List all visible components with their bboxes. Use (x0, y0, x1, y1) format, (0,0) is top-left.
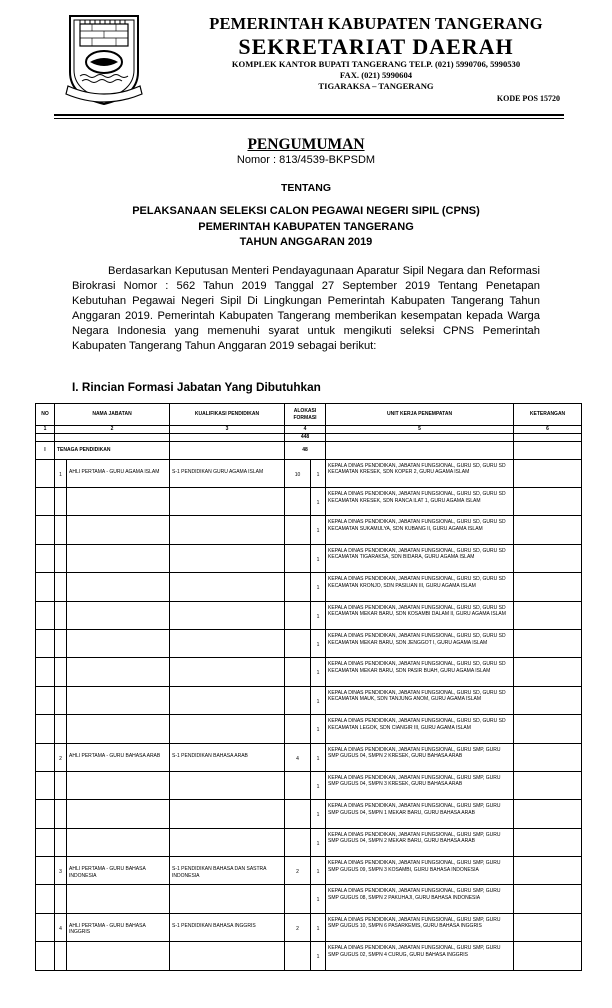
cell-alokasi: 1 (311, 516, 326, 544)
cell-nama-jabatan (67, 658, 170, 686)
cell-jumlah (285, 516, 311, 544)
table-row (36, 487, 582, 515)
cell-keterangan (514, 743, 582, 771)
cell-empty (36, 715, 55, 743)
cell-row-number (55, 942, 67, 970)
cell-keterangan (514, 913, 582, 941)
announcement-number: Nomor : 813/4539-BKPSDM (236, 154, 376, 166)
cell-alokasi: 1 (311, 686, 326, 714)
cell-keterangan (514, 601, 582, 629)
cell-unit-kerja: KEPALA DINAS PENDIDIKAN, JABATAN FUNGSIONAL, GURU SD, GURU SD KECAMATAN MEKAR BARU, SDN JENGGOT I, GURU AGAMA ISLAM (326, 629, 514, 657)
cell-empty (36, 658, 55, 686)
cell-kualifikasi (170, 771, 285, 799)
header-keterangan: KETERANGAN (514, 404, 582, 426)
cell-keterangan (514, 487, 582, 515)
cell-nama-jabatan (67, 885, 170, 913)
subject-line-1: PELAKSANAAN SELEKSI CALON PEGAWAI NEGERI SIPIL (CPNS) (132, 205, 480, 217)
cell-alokasi: 1 (311, 942, 326, 970)
category-name: TENAGA PENDIDIKAN (55, 441, 170, 459)
cell-unit-kerja: KEPALA DINAS PENDIDIKAN, JABATAN FUNGSIONAL, GURU SD, GURU SD KECAMATAN TIGARAKSA, SDN BIDARA, GURU AGAMA ISLAM (326, 544, 514, 572)
table-row (36, 658, 582, 686)
cell-empty (36, 771, 55, 799)
cell-row-number (55, 885, 67, 913)
cell-kualifikasi (170, 715, 285, 743)
cell-row-number (55, 828, 67, 856)
cell-nama-jabatan (67, 629, 170, 657)
cell-kualifikasi (170, 629, 285, 657)
cell-unit-kerja: KEPALA DINAS PENDIDIKAN, JABATAN FUNGSIONAL, GURU SMP, GURU SMP GUGUS 04, SMPN 2 MEKAR BARU, GURU BAHASA ARAB (326, 828, 514, 856)
index-cell: 6 (514, 426, 582, 434)
letterhead-postal-code: KODE POS 15720 (496, 94, 560, 103)
cell-kualifikasi: S-1 PENDIDIKAN BAHASA INGGRIS (170, 913, 285, 941)
cell-nama-jabatan (67, 487, 170, 515)
cell-jumlah (285, 601, 311, 629)
cell-keterangan (514, 629, 582, 657)
header-unit-kerja: UNIT KERJA PENEMPATAN (326, 404, 514, 426)
cell-empty (36, 459, 55, 487)
cell-nama-jabatan: AHLI PERTAMA - GURU AGAMA ISLAM (67, 459, 170, 487)
table-row (36, 629, 582, 657)
cell-jumlah (285, 629, 311, 657)
cell-unit-kerja: KEPALA DINAS PENDIDIKAN, JABATAN FUNGSIONAL, GURU SD, GURU SD KECAMATAN KRESEK, SDN KOPER 2, GURU AGAMA ISLAM (326, 459, 514, 487)
cell-alokasi: 1 (311, 658, 326, 686)
letterhead-fax: FAX. (021) 5990604 (339, 70, 413, 80)
cell-unit-kerja: KEPALA DINAS PENDIDIKAN, JABATAN FUNGSIONAL, GURU SMP, GURU SMP GUGUS 08, SMPN 2 PAKUHAJI, GURU BAHASA INDONESIA (326, 885, 514, 913)
category-count: 48 (285, 441, 326, 459)
letterhead-city: TIGARAKSA – TANGERANG (318, 81, 434, 91)
cell-keterangan (514, 459, 582, 487)
table-header-row (36, 404, 582, 426)
table-row (36, 544, 582, 572)
announcement-about: TENTANG (281, 182, 331, 194)
index-cell: 3 (170, 426, 285, 434)
letterhead-government: PEMERINTAH KABUPATEN TANGERANG (209, 14, 543, 33)
cell-keterangan (514, 516, 582, 544)
index-cell: 1 (36, 426, 55, 434)
cell-row-number (55, 487, 67, 515)
cell-kualifikasi (170, 487, 285, 515)
table-row (36, 516, 582, 544)
cell-jumlah (285, 800, 311, 828)
subject-line-2: PEMERINTAH KABUPATEN TANGERANG (198, 221, 414, 233)
cell-keterangan (514, 544, 582, 572)
tangerang-emblem-logo (62, 10, 146, 106)
cell-keterangan (514, 771, 582, 799)
cell-nama-jabatan (67, 771, 170, 799)
cell-nama-jabatan (67, 544, 170, 572)
table-row (36, 828, 582, 856)
cell-alokasi: 1 (311, 743, 326, 771)
cell-unit-kerja: KEPALA DINAS PENDIDIKAN, JABATAN FUNGSIONAL, GURU SD, GURU SD KECAMATAN MEKAR BARU, SDN KOSAMBI DALAM II, GURU AGAMA ISLAM (326, 601, 514, 629)
table-row (36, 885, 582, 913)
table-row (36, 715, 582, 743)
index-cell: 4 (285, 426, 326, 434)
cell-empty (36, 942, 55, 970)
cell-row-number (55, 771, 67, 799)
cell-empty (36, 487, 55, 515)
letterhead-thin-rule (54, 118, 564, 119)
cell-empty (36, 601, 55, 629)
cell-unit-kerja: KEPALA DINAS PENDIDIKAN, JABATAN FUNGSIONAL, GURU SMP, GURU SMP GUGUS 04, SMPN 3 KRESEK, GURU BAHASA ARAB (326, 771, 514, 799)
cell-nama-jabatan (67, 516, 170, 544)
cell-empty (36, 629, 55, 657)
cell-kualifikasi (170, 573, 285, 601)
cell-alokasi: 1 (311, 913, 326, 941)
cell-jumlah (285, 658, 311, 686)
cell-alokasi: 1 (311, 800, 326, 828)
announcement-title: PENGUMUMAN (247, 136, 365, 153)
cell-jumlah: 2 (285, 857, 311, 885)
cell-keterangan (514, 942, 582, 970)
cell-alokasi: 1 (311, 715, 326, 743)
cell-keterangan (514, 885, 582, 913)
cell-alokasi: 1 (311, 459, 326, 487)
cell-nama-jabatan (67, 601, 170, 629)
cell-nama-jabatan (67, 828, 170, 856)
cell-row-number (55, 573, 67, 601)
header-kualifikasi: KUALIFIKASI PENDIDIKAN (170, 404, 285, 426)
cell-jumlah (285, 686, 311, 714)
cell-alokasi: 1 (311, 828, 326, 856)
cell-kualifikasi: S-1 PENDIDIKAN GURU AGAMA ISLAM (170, 459, 285, 487)
cell-keterangan (514, 715, 582, 743)
table-row (36, 573, 582, 601)
intro-paragraph: Berdasarkan Keputusan Menteri Pendayagunaan Aparatur Sipil Negara dan Reformasi Birokrasi Nomor : 562 Tahun 2019 Tanggal 27 September 2019 Tentang Penetapan Kebutuhan Pegawai Negeri Sipil Di Lingkungan Pemerintah Kabupaten Tangerang Tahun Anggaran 2019. Pemerintah Kabupaten Tangerang memberikan kesempatan kepada Warga Negara Indonesia yang memenuhi syarat untuk mengikuti seleksi CPNS Pemerintah Kabupaten Tangerang Tahun Anggaran 2019 sebagai berikut: (72, 265, 540, 352)
section-title: I. Rincian Formasi Jabatan Yang Dibutuhkan (72, 380, 321, 394)
cell-nama-jabatan: AHLI PERTAMA - GURU BAHASA INGGRIS (67, 913, 170, 941)
cell-jumlah (285, 715, 311, 743)
category-number: I (36, 441, 55, 459)
cell-nama-jabatan: AHLI PERTAMA - GURU BAHASA INDONESIA (67, 857, 170, 885)
cell-unit-kerja: KEPALA DINAS PENDIDIKAN, JABATAN FUNGSIONAL, GURU SD, GURU SD KECAMATAN KRESEK, SDN RANCA ILAT 1, GURU AGAMA ISLAM (326, 487, 514, 515)
cell-unit-kerja: KEPALA DINAS PENDIDIKAN, JABATAN FUNGSIONAL, GURU SD, GURU SD KECAMATAN SUKAMULYA, SDN KUBANG II, GURU AGAMA ISLAM (326, 516, 514, 544)
cell-kualifikasi: S-1 PENDIDIKAN BAHASA DAN SASTRA INDONESIA (170, 857, 285, 885)
category-row (36, 441, 582, 459)
cell-keterangan (514, 857, 582, 885)
cell-jumlah (285, 885, 311, 913)
cell-empty (36, 828, 55, 856)
cell-empty (36, 913, 55, 941)
cell-row-number (55, 544, 67, 572)
table-row (36, 913, 582, 941)
cell-kualifikasi (170, 601, 285, 629)
cell-keterangan (514, 800, 582, 828)
cell-kualifikasi (170, 658, 285, 686)
table-row (36, 686, 582, 714)
cell-row-number: 2 (55, 743, 67, 771)
cell-nama-jabatan (67, 800, 170, 828)
cell-row-number (55, 629, 67, 657)
letterhead-address: KOMPLEK KANTOR BUPATI TANGERANG TELP. (021) 5990706, 5990530 (231, 59, 521, 69)
cell-row-number: 1 (55, 459, 67, 487)
table-row (36, 743, 582, 771)
cell-alokasi: 1 (311, 629, 326, 657)
cell-nama-jabatan: AHLI PERTAMA - GURU BAHASA ARAB (67, 743, 170, 771)
cell-nama-jabatan (67, 686, 170, 714)
cell-empty (36, 857, 55, 885)
letterhead-secretariat: SEKRETARIAT DAERAH (238, 34, 514, 59)
table-row (36, 771, 582, 799)
cell-alokasi: 1 (311, 857, 326, 885)
cell-empty (36, 516, 55, 544)
table-row (36, 942, 582, 970)
cell-empty (36, 544, 55, 572)
cell-unit-kerja: KEPALA DINAS PENDIDIKAN, JABATAN FUNGSIONAL, GURU SD, GURU SD KECAMATAN LEGOK, SDN CIANGIR III, GURU AGAMA ISLAM (326, 715, 514, 743)
cell-jumlah (285, 771, 311, 799)
header-nama-jabatan: NAMA JABATAN (55, 404, 170, 426)
table-row (36, 857, 582, 885)
table-total-row (36, 433, 582, 441)
cell-unit-kerja: KEPALA DINAS PENDIDIKAN, JABATAN FUNGSIONAL, GURU SMP, GURU SMP GUGUS 04, SMPN 1 MEKAR BARU, GURU BAHASA ARAB (326, 800, 514, 828)
cell-kualifikasi (170, 544, 285, 572)
cell-row-number: 4 (55, 913, 67, 941)
cell-empty (36, 800, 55, 828)
letterhead-thick-rule (54, 114, 564, 116)
cell-kualifikasi (170, 800, 285, 828)
cell-alokasi: 1 (311, 771, 326, 799)
cell-nama-jabatan (67, 942, 170, 970)
header-alokasi: ALOKASI FORMASI (285, 404, 326, 426)
total-formation: 448 (285, 433, 326, 441)
cell-row-number (55, 658, 67, 686)
formation-table (35, 403, 582, 971)
cell-row-number (55, 686, 67, 714)
cell-row-number (55, 516, 67, 544)
cell-alokasi: 1 (311, 487, 326, 515)
table-row (36, 459, 582, 487)
cell-keterangan (514, 686, 582, 714)
cell-keterangan (514, 828, 582, 856)
table-row (36, 800, 582, 828)
cell-jumlah (285, 828, 311, 856)
cell-jumlah (285, 544, 311, 572)
cell-alokasi: 1 (311, 544, 326, 572)
cell-row-number (55, 800, 67, 828)
cell-kualifikasi (170, 828, 285, 856)
cell-keterangan (514, 658, 582, 686)
cell-alokasi: 1 (311, 573, 326, 601)
cell-kualifikasi (170, 885, 285, 913)
cell-jumlah (285, 573, 311, 601)
cell-unit-kerja: KEPALA DINAS PENDIDIKAN, JABATAN FUNGSIONAL, GURU SD, GURU SD KECAMATAN KRONJO, SDN PASILIAN III, GURU AGAMA ISLAM (326, 573, 514, 601)
cell-alokasi: 1 (311, 601, 326, 629)
cell-row-number (55, 601, 67, 629)
header-no: NO (36, 404, 55, 426)
cell-nama-jabatan (67, 573, 170, 601)
cell-row-number: 3 (55, 857, 67, 885)
cell-kualifikasi: S-1 PENDIDIKAN BAHASA ARAB (170, 743, 285, 771)
cell-unit-kerja: KEPALA DINAS PENDIDIKAN, JABATAN FUNGSIONAL, GURU SD, GURU SD KECAMATAN MEKAR BARU, SDN PASIR BUAH, GURU AGAMA ISLAM (326, 658, 514, 686)
cell-empty (36, 885, 55, 913)
index-cell: 2 (55, 426, 170, 434)
cell-jumlah: 4 (285, 743, 311, 771)
cell-keterangan (514, 573, 582, 601)
cell-jumlah: 2 (285, 913, 311, 941)
table-row (36, 601, 582, 629)
cell-jumlah (285, 942, 311, 970)
cell-kualifikasi (170, 942, 285, 970)
cell-kualifikasi (170, 686, 285, 714)
cell-empty (36, 573, 55, 601)
index-cell: 5 (326, 426, 514, 434)
cell-jumlah (285, 487, 311, 515)
subject-line-3: TAHUN ANGGARAN 2019 (239, 236, 373, 248)
cell-unit-kerja: KEPALA DINAS PENDIDIKAN, JABATAN FUNGSIONAL, GURU SMP, GURU SMP GUGUS 09, SMPN 3 KOSAMBI, GURU BAHASA INDONESIA (326, 857, 514, 885)
cell-unit-kerja: KEPALA DINAS PENDIDIKAN, JABATAN FUNGSIONAL, GURU SD, GURU SD KECAMATAN MAUK, SDN TANJUNG ANOM, GURU AGAMA ISLAM (326, 686, 514, 714)
cell-alokasi: 1 (311, 885, 326, 913)
cell-empty (36, 743, 55, 771)
table-index-row (36, 426, 582, 434)
cell-jumlah: 10 (285, 459, 311, 487)
cell-empty (36, 686, 55, 714)
cell-nama-jabatan (67, 715, 170, 743)
cell-unit-kerja: KEPALA DINAS PENDIDIKAN, JABATAN FUNGSIONAL, GURU SMP, GURU SMP GUGUS 02, SMPN 4 CURUG, GURU BAHASA INGGRIS (326, 942, 514, 970)
cell-kualifikasi (170, 516, 285, 544)
cell-unit-kerja: KEPALA DINAS PENDIDIKAN, JABATAN FUNGSIONAL, GURU SMP, GURU SMP GUGUS 04, SMPN 2 KRESEK, GURU BAHASA ARAB (326, 743, 514, 771)
cell-row-number (55, 715, 67, 743)
cell-unit-kerja: KEPALA DINAS PENDIDIKAN, JABATAN FUNGSIONAL, GURU SMP, GURU SMP GUGUS 10, SMPN 6 PASARKEMIS, GURU BAHASA INGGRIS (326, 913, 514, 941)
